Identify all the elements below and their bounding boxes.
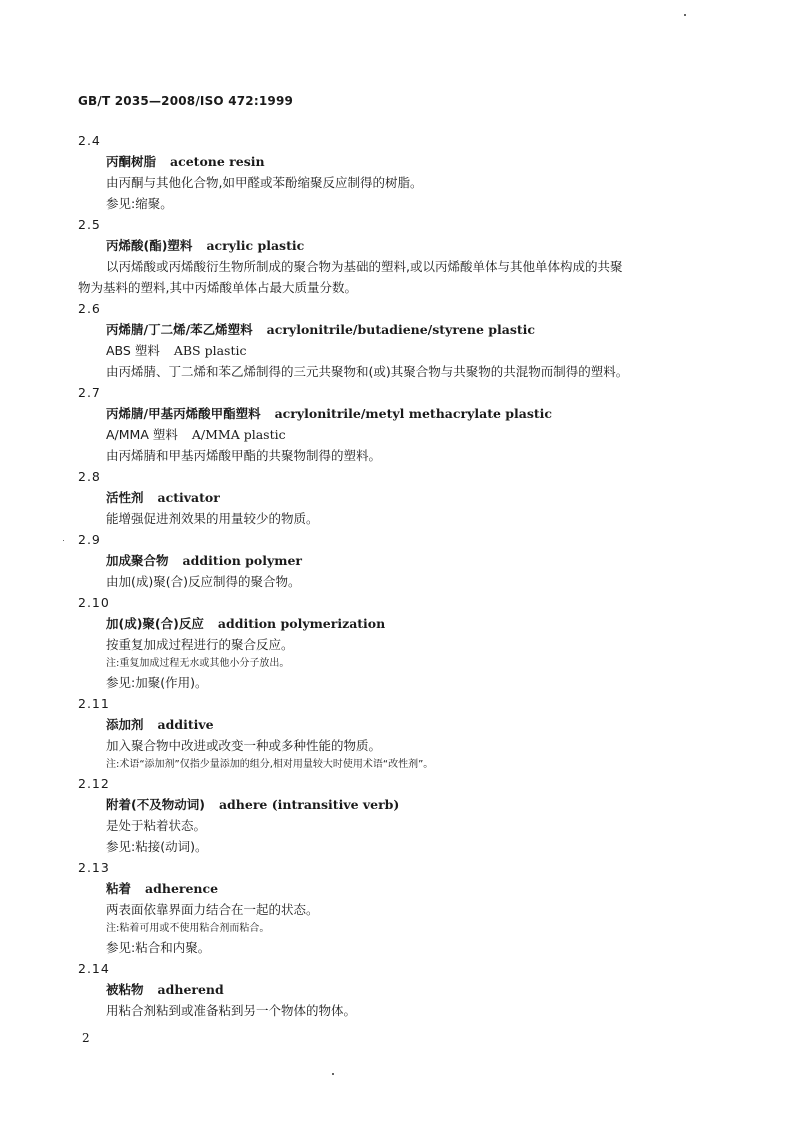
- scan-speck: [332, 1073, 334, 1075]
- term-english: acrylonitrile/butadiene/styrene plastic: [266, 322, 536, 337]
- term-entry: [0, 857, 793, 958]
- term-heading: [106, 794, 793, 815]
- entry-number: 2.5: [78, 217, 101, 232]
- term-entry: [0, 592, 793, 693]
- term-entry: [0, 773, 793, 857]
- entry-number: 2.8: [78, 469, 101, 484]
- definition: 按重复加成过程进行的聚合反应。: [106, 637, 294, 652]
- definition: 由丙酮与其他化合物,如甲醛或苯酚缩聚反应制得的树脂。: [106, 175, 423, 190]
- term-heading: [106, 403, 793, 424]
- alternate-term: [106, 340, 793, 361]
- term-english: activator: [157, 490, 220, 505]
- term-english: addition polymerization: [217, 616, 386, 631]
- term-heading: [106, 319, 793, 340]
- definition: 能增强促进剂效果的用量较少的物质。: [106, 511, 319, 526]
- term-english: adhere (intransitive verb): [218, 797, 400, 812]
- definition: 由丙烯腈、丁二烯和苯乙烯制得的三元共聚物和(或)其聚合物与共聚物的共混物而制得的塑料。: [106, 364, 629, 379]
- definition-continued: 物为基料的塑料,其中丙烯酸单体占最大质量分数。: [78, 280, 357, 295]
- definition: 加入聚合物中改进或改变一种或多种性能的物质。: [106, 738, 382, 753]
- page-number: 2: [82, 1031, 90, 1045]
- term-english: acrylonitrile/metyl methacrylate plastic: [274, 406, 553, 421]
- term-heading: [106, 714, 793, 735]
- term-chinese: 丙酮树脂: [106, 154, 157, 169]
- entry-number: 2.6: [78, 301, 101, 316]
- see-also: 参见:缩聚。: [106, 196, 173, 211]
- alt-term-chinese: A/MMA 塑料: [106, 427, 178, 442]
- definition: 以丙烯酸或丙烯酸衍生物所制成的聚合物为基础的塑料,或以丙烯酸单体与其他单体构成的共聚: [106, 259, 623, 274]
- alt-term-english: A/MMA plastic: [191, 427, 286, 442]
- term-entry: [0, 958, 793, 1021]
- term-chinese: 粘着: [106, 881, 132, 896]
- term-chinese: 丙烯腈/丁二烯/苯乙烯塑料: [106, 322, 253, 337]
- term-chinese: 活性剂: [106, 490, 144, 505]
- term-chinese: 丙烯酸(酯)塑料: [106, 238, 193, 253]
- term-chinese: 被粘物: [106, 982, 144, 997]
- term-chinese: 丙烯腈/甲基丙烯酸甲酯塑料: [106, 406, 261, 421]
- note: 注:粘着可用或不使用粘合剂而粘合。: [106, 923, 270, 934]
- term-entries: [0, 130, 793, 1021]
- term-entry: [0, 466, 793, 529]
- entry-number: 2.13: [78, 860, 110, 875]
- entry-number: 2.14: [78, 961, 110, 976]
- entry-number: 2.11: [78, 696, 110, 711]
- see-also: 参见:加聚(作用)。: [106, 675, 208, 690]
- term-english: addition polymer: [182, 553, 302, 568]
- term-entry: [0, 214, 793, 298]
- entry-number: 2.9: [78, 532, 101, 547]
- term-chinese: 加(成)聚(合)反应: [106, 616, 204, 631]
- term-entry: [0, 298, 793, 382]
- alt-term-english: ABS plastic: [173, 343, 247, 358]
- term-english: acetone resin: [170, 154, 265, 169]
- term-heading: [106, 550, 793, 571]
- term-chinese: 添加剂: [106, 717, 144, 732]
- definition: 由加(成)聚(合)反应制得的聚合物。: [106, 574, 301, 589]
- entry-number: 2.12: [78, 776, 110, 791]
- alternate-term: [106, 424, 793, 445]
- definition: 用粘合剂粘到或准备粘到另一个物体的物体。: [106, 1003, 357, 1018]
- scan-speck: [63, 540, 64, 541]
- term-heading: [106, 487, 793, 508]
- entry-number: 2.7: [78, 385, 101, 400]
- entry-number: 2.10: [78, 595, 110, 610]
- see-also: 参见:粘接(动词)。: [106, 839, 208, 854]
- entry-number: 2.4: [78, 133, 101, 148]
- term-heading: [106, 235, 793, 256]
- alt-term-chinese: ABS 塑料: [106, 343, 160, 358]
- see-also: 参见:粘合和内聚。: [106, 940, 211, 955]
- definition: 由丙烯腈和甲基丙烯酸甲酯的共聚物制得的塑料。: [106, 448, 382, 463]
- standard-header: GB/T 2035—2008/ISO 472:1999: [78, 94, 294, 108]
- term-heading: [106, 878, 793, 899]
- term-english: adherend: [157, 982, 224, 997]
- definition: 两表面依靠界面力结合在一起的状态。: [106, 902, 319, 917]
- term-heading: [106, 151, 793, 172]
- term-heading: [106, 979, 793, 1000]
- term-chinese: 附着(不及物动词): [106, 797, 205, 812]
- term-chinese: 加成聚合物: [106, 553, 169, 568]
- scan-speck: [684, 14, 686, 16]
- note: 注:术语“添加剂”仅指少量添加的组分,相对用量较大时使用术语“改性剂”。: [106, 759, 434, 770]
- term-english: additive: [157, 717, 214, 732]
- definition: 是处于粘着状态。: [106, 818, 207, 833]
- term-entry: [0, 382, 793, 466]
- term-entry: [0, 529, 793, 592]
- term-heading: [106, 613, 793, 634]
- term-english: acrylic plastic: [206, 238, 305, 253]
- term-entry: [0, 693, 793, 773]
- note: 注:重复加成过程无水或其他小分子放出。: [106, 658, 290, 669]
- term-entry: [0, 130, 793, 214]
- term-english: adherence: [145, 881, 219, 896]
